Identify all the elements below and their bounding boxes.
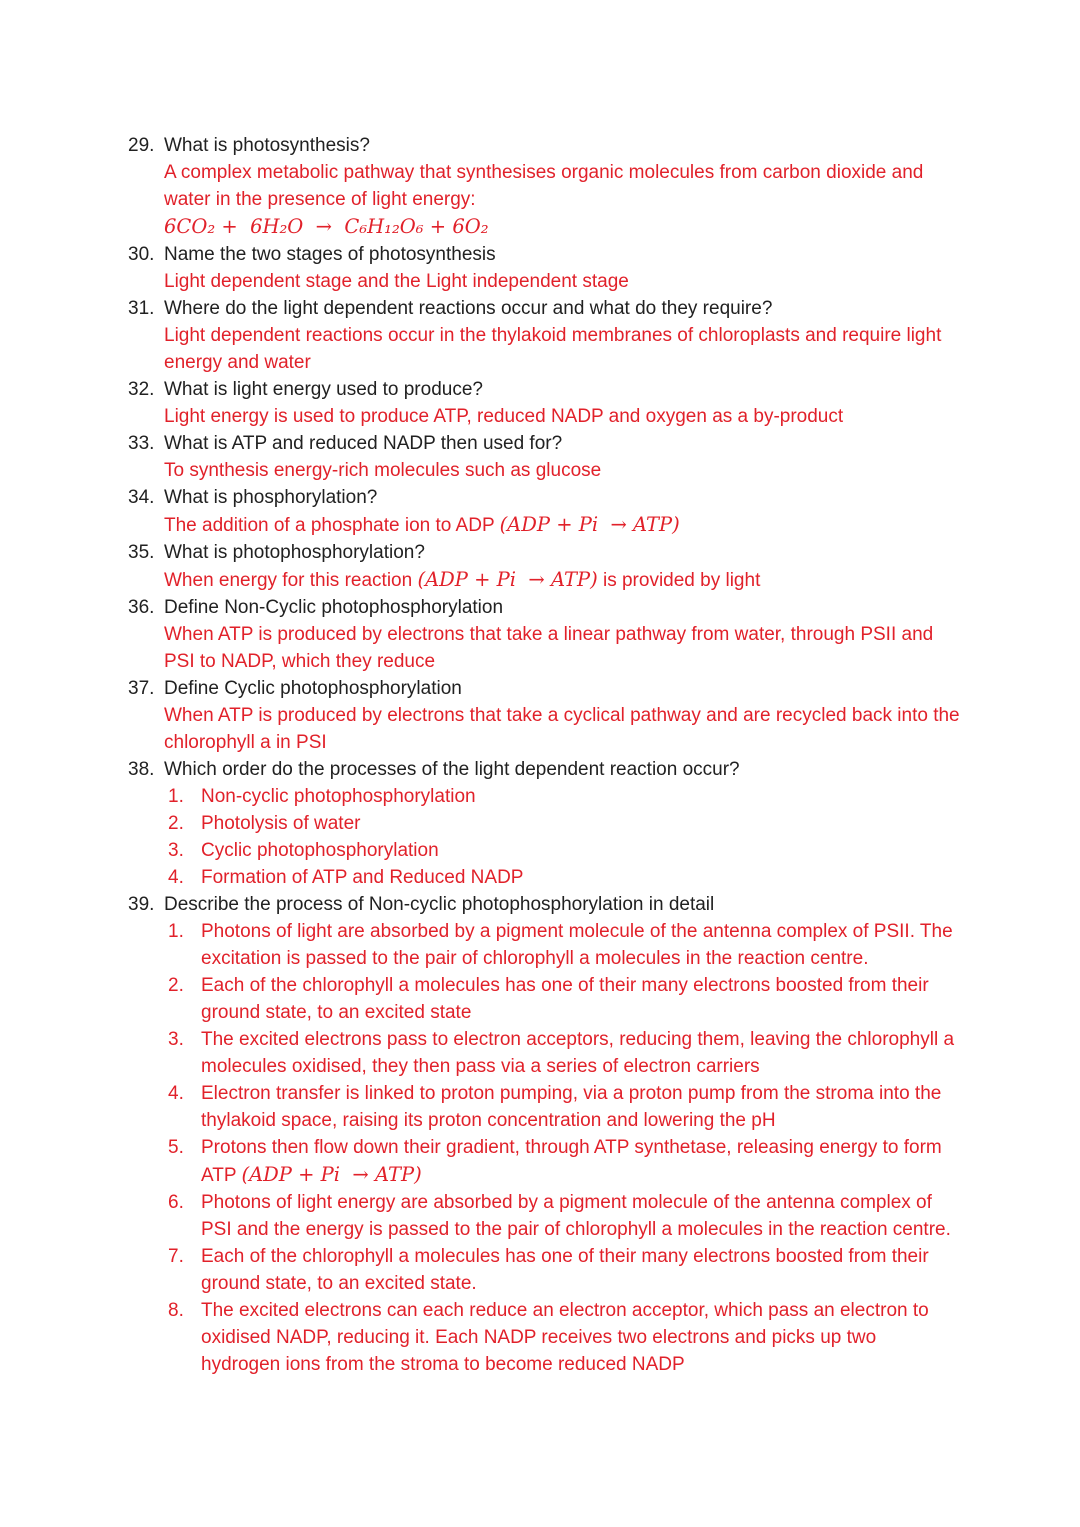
step-segment: Each of the chlorophyll a molecules has one of their many electrons boosted from their ground state, to an excited state [201, 975, 934, 1023]
step-text [201, 783, 960, 810]
answer-steps [164, 783, 960, 891]
answer-segment: Light dependent stage and the Light independent stage [164, 271, 629, 292]
step-number: 3. [168, 840, 184, 861]
step-text [201, 1243, 960, 1297]
step-segment: The excited electrons can each reduce an electron acceptor, which pass an electron to oxidised NADP, reducing it. Each NADP receives two electrons and picks up two hydrogen ions from the stroma to become reduced NADP [201, 1300, 934, 1375]
question-item [128, 376, 960, 430]
question-number: 38. [128, 759, 155, 780]
step-number: 7. [168, 1246, 184, 1267]
step-item [164, 972, 960, 1026]
step-number: 3. [168, 1029, 184, 1050]
step-text [201, 864, 960, 891]
question-number: 36. [128, 597, 155, 618]
step-text [201, 1080, 960, 1134]
step-segment: Photolysis of water [201, 813, 361, 834]
question-body [164, 756, 960, 891]
question-item [128, 594, 960, 675]
question-number: 39. [128, 894, 155, 915]
answer-segment: (ADP + Pi → ATP) [499, 513, 680, 536]
question-body [164, 594, 960, 675]
question-item [128, 891, 960, 1378]
answer-paragraph [164, 511, 960, 539]
question-text: What is light energy used to produce? [164, 379, 483, 400]
question-number: 34. [128, 487, 155, 508]
answer-paragraph [164, 268, 960, 295]
question-number: 30. [128, 244, 155, 265]
step-item [164, 1189, 960, 1243]
question-item [128, 484, 960, 539]
step-text [201, 1297, 960, 1378]
question-body [164, 430, 960, 484]
step-item [164, 1243, 960, 1297]
question-text: What is photophosphorylation? [164, 542, 425, 563]
question-text: Where do the light dependent reactions occur and what do they require? [164, 298, 773, 319]
question-body [164, 376, 960, 430]
answer-paragraph [164, 702, 965, 756]
answer-paragraph [164, 621, 960, 675]
answer-segment: (ADP + Pi → ATP) [417, 568, 598, 591]
step-number: 8. [168, 1300, 184, 1321]
answer-segment: The addition of a phosphate ion to ADP [164, 515, 500, 536]
step-segment: (ADP + Pi → ATP) [241, 1163, 422, 1186]
answer-segment: is provided by light [597, 570, 761, 591]
question-body [164, 891, 960, 1378]
question-number: 32. [128, 379, 155, 400]
step-text [201, 1026, 960, 1080]
step-number: 5. [168, 1137, 184, 1158]
step-item [164, 1297, 960, 1378]
step-segment: Photons of light are absorbed by a pigment molecule of the antenna complex of PSII. The excitation is passed to the pair of chlorophyll a molecules in the reaction centre. [201, 921, 958, 969]
step-item [164, 864, 960, 891]
step-text [201, 972, 960, 1026]
question-number: 37. [128, 678, 155, 699]
answer-segment: To synthesis energy-rich molecules such as glucose [164, 460, 602, 481]
answer-segment: A complex metabolic pathway that synthesises organic molecules from carbon dioxide and water in the presence of light energy: [164, 162, 929, 210]
step-number: 1. [168, 786, 184, 807]
step-item [164, 1134, 960, 1189]
answer-paragraph [164, 457, 960, 484]
step-text [201, 1189, 960, 1243]
step-number: 4. [168, 1083, 184, 1104]
step-text [201, 1134, 960, 1189]
answer-segment: 6CO₂ + 6H₂O → C₆H₁₂O₆ + 6O₂ [164, 215, 489, 238]
question-text: Name the two stages of photosynthesis [164, 244, 496, 265]
step-segment: Photons of light energy are absorbed by a pigment molecule of the antenna complex of PSI and the energy is passed to the pair of chlorophyll a molecules in the reaction centre. [201, 1192, 951, 1240]
step-text [201, 837, 960, 864]
question-item [128, 539, 960, 594]
step-number: 4. [168, 867, 184, 888]
question-item [128, 295, 960, 376]
step-item [164, 810, 960, 837]
question-text: Define Non-Cyclic photophosphorylation [164, 597, 504, 618]
question-item [128, 430, 960, 484]
step-text [201, 918, 960, 972]
step-item [164, 1026, 960, 1080]
question-number: 31. [128, 298, 155, 319]
question-text: Describe the process of Non-cyclic photophosphorylation in detail [164, 894, 715, 915]
step-segment: Formation of ATP and Reduced NADP [201, 867, 524, 888]
step-item [164, 837, 960, 864]
step-number: 6. [168, 1192, 184, 1213]
question-text: What is phosphorylation? [164, 487, 378, 508]
answer-segment: When ATP is produced by electrons that take a cyclical pathway and are recycled back into the chlorophyll a in PSI [164, 705, 965, 753]
answer-segment: Light dependent reactions occur in the thylakoid membranes of chloroplasts and require light energy and water [164, 325, 947, 373]
question-text: Define Cyclic photophosphorylation [164, 678, 462, 699]
step-number: 1. [168, 921, 184, 942]
answer-paragraph [164, 403, 960, 430]
answer-paragraph [164, 213, 960, 241]
step-segment: Non-cyclic photophosphorylation [201, 786, 476, 807]
question-number: 33. [128, 433, 155, 454]
step-number: 2. [168, 813, 184, 834]
answer-segment: Light energy is used to produce ATP, reduced NADP and oxygen as a by-product [164, 406, 844, 427]
qa-list [128, 132, 965, 1378]
answer-steps [164, 918, 960, 1378]
answer-segment: When energy for this reaction [164, 570, 418, 591]
step-item [164, 918, 960, 972]
step-text [201, 810, 960, 837]
question-item [128, 756, 960, 891]
question-body [164, 484, 960, 539]
question-body [164, 241, 960, 295]
step-item [164, 783, 960, 810]
question-text: What is ATP and reduced NADP then used for? [164, 433, 563, 454]
question-number: 35. [128, 542, 155, 563]
question-body [164, 675, 965, 756]
question-item [128, 675, 965, 756]
step-segment: The excited electrons pass to electron acceptors, reducing them, leaving the chlorophyll a molecules oxidised, they then pass via a series of electron carriers [201, 1029, 960, 1077]
question-text: Which order do the processes of the light dependent reaction occur? [164, 759, 740, 780]
step-number: 2. [168, 975, 184, 996]
step-segment: Each of the chlorophyll a molecules has one of their many electrons boosted from their ground state, to an excited state. [201, 1246, 934, 1294]
answer-segment: When ATP is produced by electrons that take a linear pathway from water, through PSII and PSI to NADP, which they reduce [164, 624, 939, 672]
question-item [128, 132, 960, 241]
question-text: What is photosynthesis? [164, 135, 370, 156]
step-segment: Protons then flow down their gradient, through ATP synthetase, releasing energy to form ATP [201, 1137, 946, 1186]
answer-paragraph [164, 159, 960, 213]
question-item [128, 241, 960, 295]
step-item [164, 1080, 960, 1134]
question-body [164, 132, 960, 241]
answer-paragraph [164, 322, 960, 376]
question-body [164, 295, 960, 376]
step-segment: Cyclic photophosphorylation [201, 840, 439, 861]
step-segment: Electron transfer is linked to proton pumping, via a proton pump from the stroma into the thylakoid space, raising its proton concentration and lowering the pH [201, 1083, 947, 1131]
answer-paragraph [164, 566, 960, 594]
question-number: 29. [128, 135, 155, 156]
question-body [164, 539, 960, 594]
